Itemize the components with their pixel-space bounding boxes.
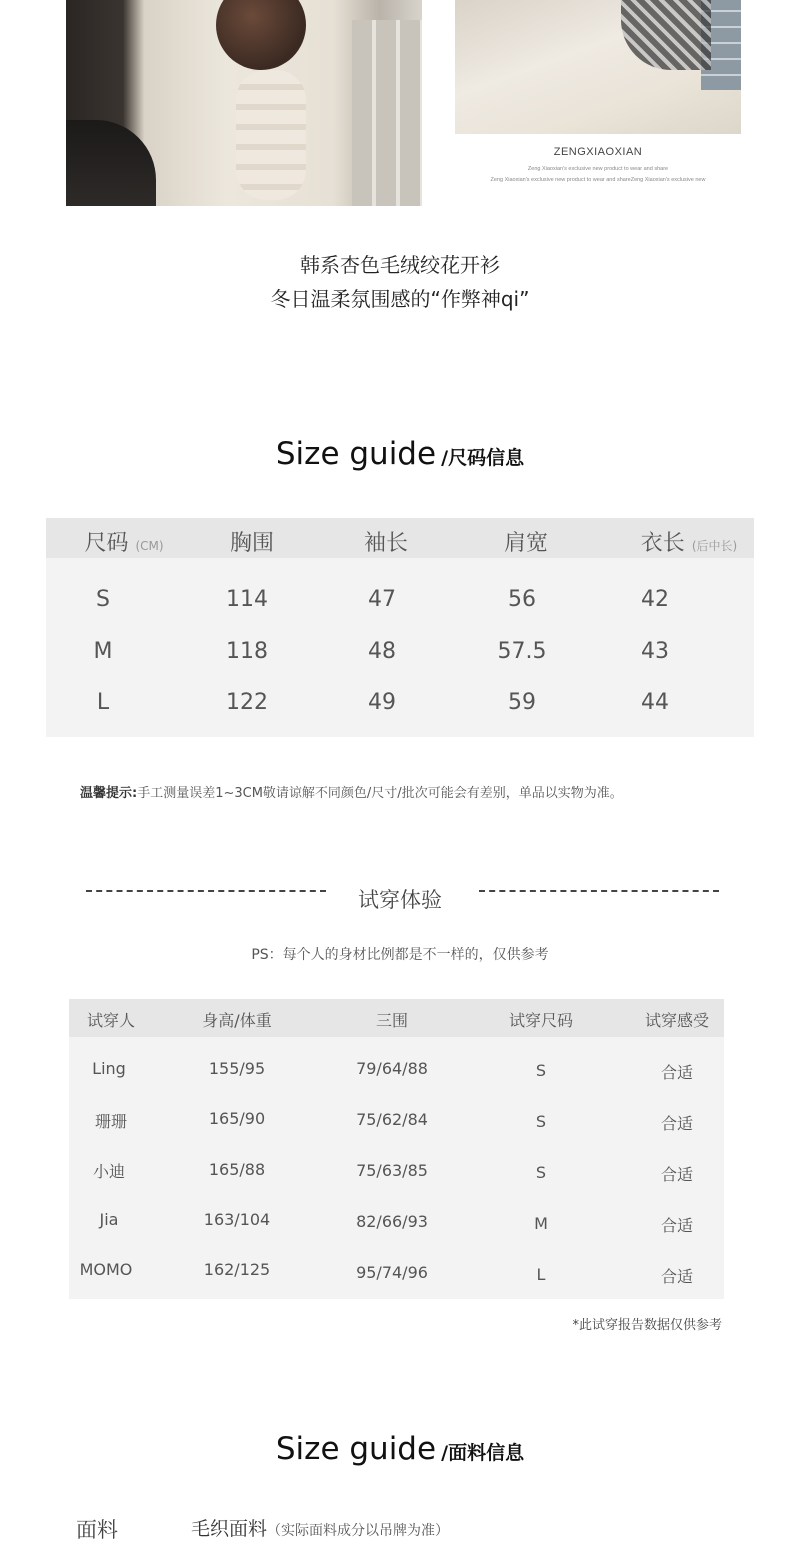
fit-cell: 合适 (660, 1216, 694, 1235)
measurement-tip (80, 782, 623, 801)
fit-cell: 95/74/96 (356, 1263, 428, 1282)
size-cell: S (96, 587, 110, 612)
fabric-guide-title (0, 1431, 800, 1467)
fit-cell: M (534, 1214, 548, 1233)
fitting-title: 试穿体验 (358, 888, 442, 912)
fitting-table (69, 999, 724, 1299)
headline-line-2: 冬日温柔氛围感的“作弊神qi” (270, 287, 530, 311)
fit-header-size: 试穿尺码 (508, 1011, 574, 1030)
fitting-note: *此试穿报告数据仅供参考 (572, 1318, 722, 1333)
brand-tagline-2: Zeng Xiaoxian's exclusive new product to wear and shareZeng Xiaoxian's exclusive new (490, 177, 706, 183)
size-cell: 59 (508, 690, 536, 715)
size-header-unit: (CM) (135, 539, 164, 553)
fit-cell: MOMO (79, 1260, 133, 1279)
fit-cell: 79/64/88 (356, 1059, 428, 1078)
size-header-size (84, 526, 163, 557)
fit-cell: Jia (99, 1210, 119, 1229)
size-cell: 118 (226, 639, 268, 664)
fabric-note: （实际面料成分以吊牌为准） (267, 1523, 450, 1539)
fit-cell: 82/66/93 (356, 1212, 428, 1231)
brand-name: ZENGXIAOXIAN (553, 146, 643, 158)
fit-header-feeling: 试穿感受 (644, 1011, 710, 1030)
headline-line-1: 韩系杏色毛绒绞花开衫 (300, 253, 500, 277)
size-cell: 47 (368, 587, 396, 612)
fit-cell: 163/104 (203, 1210, 271, 1229)
fit-header-measurements: 三围 (375, 1011, 409, 1030)
fit-cell: 小迪 (92, 1162, 126, 1181)
size-cell: 43 (641, 639, 669, 664)
brand-tagline-1: Zeng Xiaoxian's exclusive new product to wear and share (527, 166, 669, 172)
fit-cell: 165/88 (208, 1160, 266, 1179)
fit-cell: 162/125 (203, 1260, 271, 1279)
fit-cell: 合适 (660, 1165, 694, 1184)
fit-header-tester: 试穿人 (86, 1011, 136, 1030)
size-cell: 114 (226, 587, 268, 612)
size-cell: 42 (641, 587, 669, 612)
tip-label: 温馨提示: (80, 786, 138, 801)
size-header-length (641, 526, 737, 557)
fit-cell: L (536, 1265, 546, 1284)
size-guide-title-main: Size guide (275, 436, 437, 472)
size-header-sleeve: 袖长 (363, 531, 409, 556)
product-photo-right (455, 0, 741, 134)
fitting-ps: PS：每个人的身材比例都是不一样的，仅供参考 (251, 947, 549, 963)
fit-cell: 珊珊 (94, 1112, 128, 1131)
size-table (46, 518, 754, 737)
fabric-guide-title-sub: /面料信息 (441, 1442, 525, 1464)
fit-cell: 75/63/85 (356, 1161, 428, 1180)
fabric-guide-title-main: Size guide (275, 1431, 437, 1467)
fit-cell: 165/90 (208, 1109, 266, 1128)
size-header-length-unit: (后中长) (691, 539, 738, 553)
size-header-chest: 胸围 (229, 531, 275, 556)
fitting-table-header (69, 999, 724, 1037)
fit-header-height-weight: 身高/体重 (202, 1011, 272, 1030)
fabric-value (191, 1514, 449, 1541)
fit-cell: S (535, 1163, 547, 1182)
fit-cell: 155/95 (208, 1059, 266, 1078)
fabric-value-text: 毛织面料 (191, 1518, 268, 1540)
size-cell: 56 (508, 587, 536, 612)
fit-cell: 合适 (660, 1063, 694, 1082)
size-cell: 48 (368, 639, 396, 664)
size-header-size-label: 尺码 (84, 531, 129, 556)
fit-cell: S (535, 1112, 547, 1131)
fit-cell: 75/62/84 (356, 1110, 428, 1129)
size-cell: 57.5 (497, 639, 547, 664)
size-guide-title-sub: /尺码信息 (441, 447, 525, 469)
size-cell: 49 (368, 690, 396, 715)
fit-cell: 合适 (660, 1114, 694, 1133)
fit-cell: S (535, 1061, 547, 1080)
size-table-header (46, 518, 754, 558)
fit-cell: Ling (92, 1059, 126, 1078)
product-photo-left (66, 0, 422, 206)
size-header-length-label: 衣长 (640, 531, 685, 556)
size-guide-title (0, 436, 800, 472)
size-cell: 44 (641, 690, 669, 715)
size-cell: L (96, 690, 110, 715)
size-cell: M (93, 639, 113, 664)
fabric-label: 面料 (76, 1518, 118, 1542)
tip-text: 手工测量误差1~3CM敬请谅解不同颜色/尺寸/批次可能会有差别，单品以实物为准。 (137, 786, 623, 801)
size-header-shoulder: 肩宽 (503, 531, 549, 556)
size-cell: 122 (226, 690, 268, 715)
fit-cell: 合适 (660, 1267, 694, 1286)
